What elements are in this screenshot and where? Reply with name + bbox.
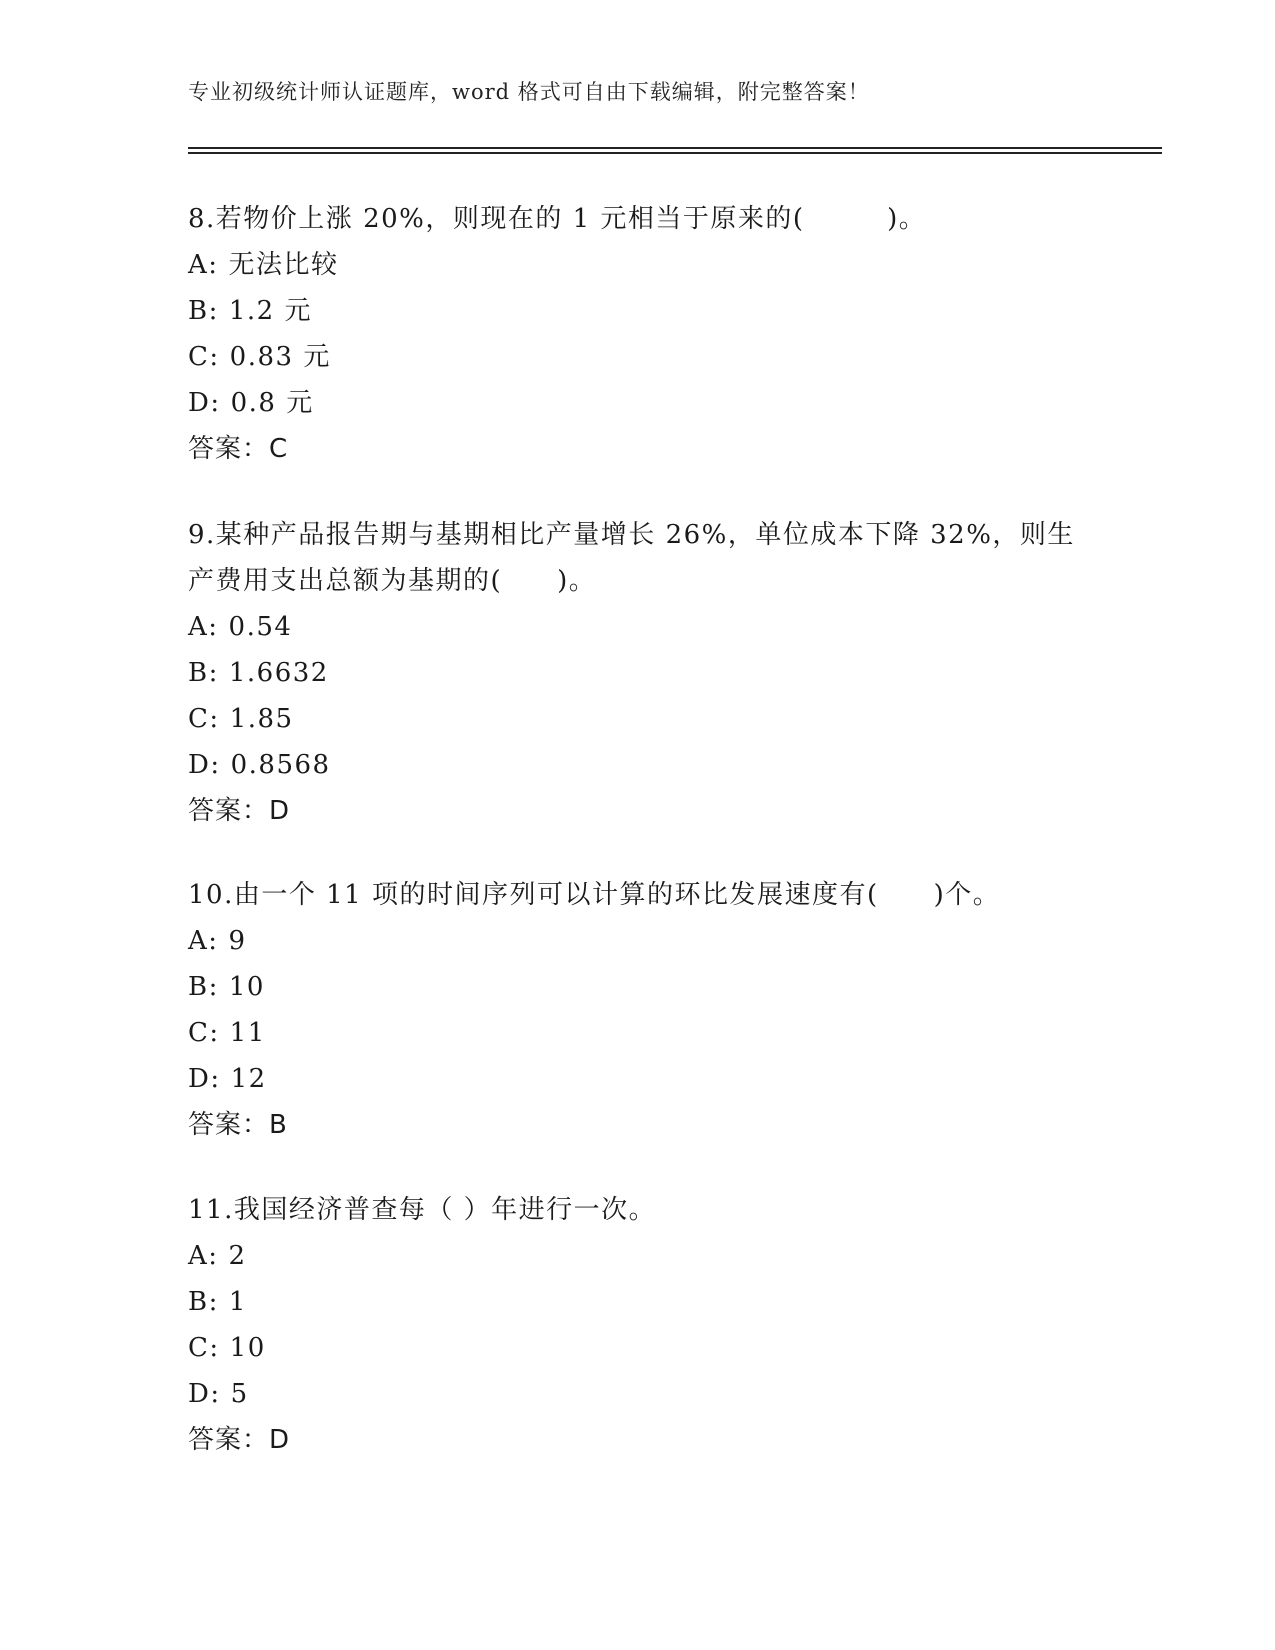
option-label: A xyxy=(188,250,209,280)
option-text: 9 xyxy=(228,926,247,956)
option-b: B: 10 xyxy=(188,972,265,1002)
option-label: B xyxy=(188,1287,209,1317)
option-label: B xyxy=(188,296,209,326)
option-text: 11 xyxy=(229,1018,266,1048)
option-b: B: 1.2 元 xyxy=(188,296,312,326)
option-c: C: 11 xyxy=(188,1018,266,1048)
question-text: 10.由一个 11 项的时间序列可以计算的环比发展速度有( )个。 xyxy=(188,880,1001,910)
option-label: B xyxy=(188,658,209,688)
option-d: D: 5 xyxy=(188,1379,249,1409)
option-a: A: 无法比较 xyxy=(188,250,339,280)
page-header: 专业初级统计师认证题库，word 格式可自由下载编辑，附完整答案！ xyxy=(188,80,870,104)
option-text: 0.83 元 xyxy=(229,342,331,372)
question-8 xyxy=(188,196,1088,472)
option-label: C xyxy=(188,704,210,734)
option-b: B: 1.6632 xyxy=(188,658,329,688)
answer-line xyxy=(188,426,1088,472)
answer-label: 答案： xyxy=(188,434,270,464)
option-text: 0.8 元 xyxy=(230,388,314,418)
header-divider xyxy=(188,147,1162,154)
question-text: 8.若物价上涨 20%，则现在的 1 元相当于原来的( )。 xyxy=(188,204,927,234)
option-b: B: 1 xyxy=(188,1287,247,1317)
option-text: 无法比较 xyxy=(228,250,339,280)
answer-line xyxy=(188,1102,1088,1148)
option-label: D xyxy=(188,750,211,780)
question-text: 11.我国经济普查每（ ）年进行一次。 xyxy=(188,1195,657,1225)
option-label: A xyxy=(188,612,209,642)
answer-label: 答案： xyxy=(188,796,270,826)
option-label: D xyxy=(188,388,211,418)
option-a: A: 2 xyxy=(188,1241,247,1271)
option-label: C xyxy=(188,1333,210,1363)
option-label: A xyxy=(188,1241,209,1271)
option-d: D: 0.8568 xyxy=(188,750,331,780)
option-text: 1.6632 xyxy=(228,658,329,688)
question-11 xyxy=(188,1187,1088,1463)
option-c: C: 1.85 xyxy=(188,704,294,734)
answer-label: 答案： xyxy=(188,1110,270,1140)
option-d: D: 12 xyxy=(188,1064,267,1094)
option-c: C: 0.83 元 xyxy=(188,342,331,372)
option-text: 1.85 xyxy=(229,704,294,734)
option-a: A: 9 xyxy=(188,926,247,956)
option-label: A xyxy=(188,926,209,956)
question-10 xyxy=(188,872,1088,1148)
option-text: 1.2 元 xyxy=(228,296,312,326)
answer-line xyxy=(188,1417,1088,1463)
option-text: 1 xyxy=(228,1287,247,1317)
option-label: C xyxy=(188,342,210,372)
option-text: 0.54 xyxy=(228,612,293,642)
option-label: D xyxy=(188,1064,211,1094)
option-text: 10 xyxy=(228,972,265,1002)
option-text: 0.8568 xyxy=(230,750,331,780)
option-text: 5 xyxy=(230,1379,249,1409)
option-a: A: 0.54 xyxy=(188,612,293,642)
option-text: 12 xyxy=(230,1064,267,1094)
option-label: C xyxy=(188,1018,210,1048)
answer-label: 答案： xyxy=(188,1425,270,1455)
option-label: B xyxy=(188,972,209,1002)
answer-value: B xyxy=(269,1110,288,1140)
option-c: C: 10 xyxy=(188,1333,266,1363)
answer-value: D xyxy=(269,1425,291,1455)
answer-value: D xyxy=(269,796,291,826)
option-text: 2 xyxy=(228,1241,247,1271)
question-9 xyxy=(188,512,1088,834)
option-text: 10 xyxy=(229,1333,266,1363)
option-label: D xyxy=(188,1379,211,1409)
option-d: D: 0.8 元 xyxy=(188,388,314,418)
answer-line xyxy=(188,788,1088,834)
question-text: 9.某种产品报告期与基期相比产量增长 26%，单位成本下降 32%，则生产费用支出总额为基期的( )。 xyxy=(188,520,1075,596)
answer-value: C xyxy=(269,434,289,464)
